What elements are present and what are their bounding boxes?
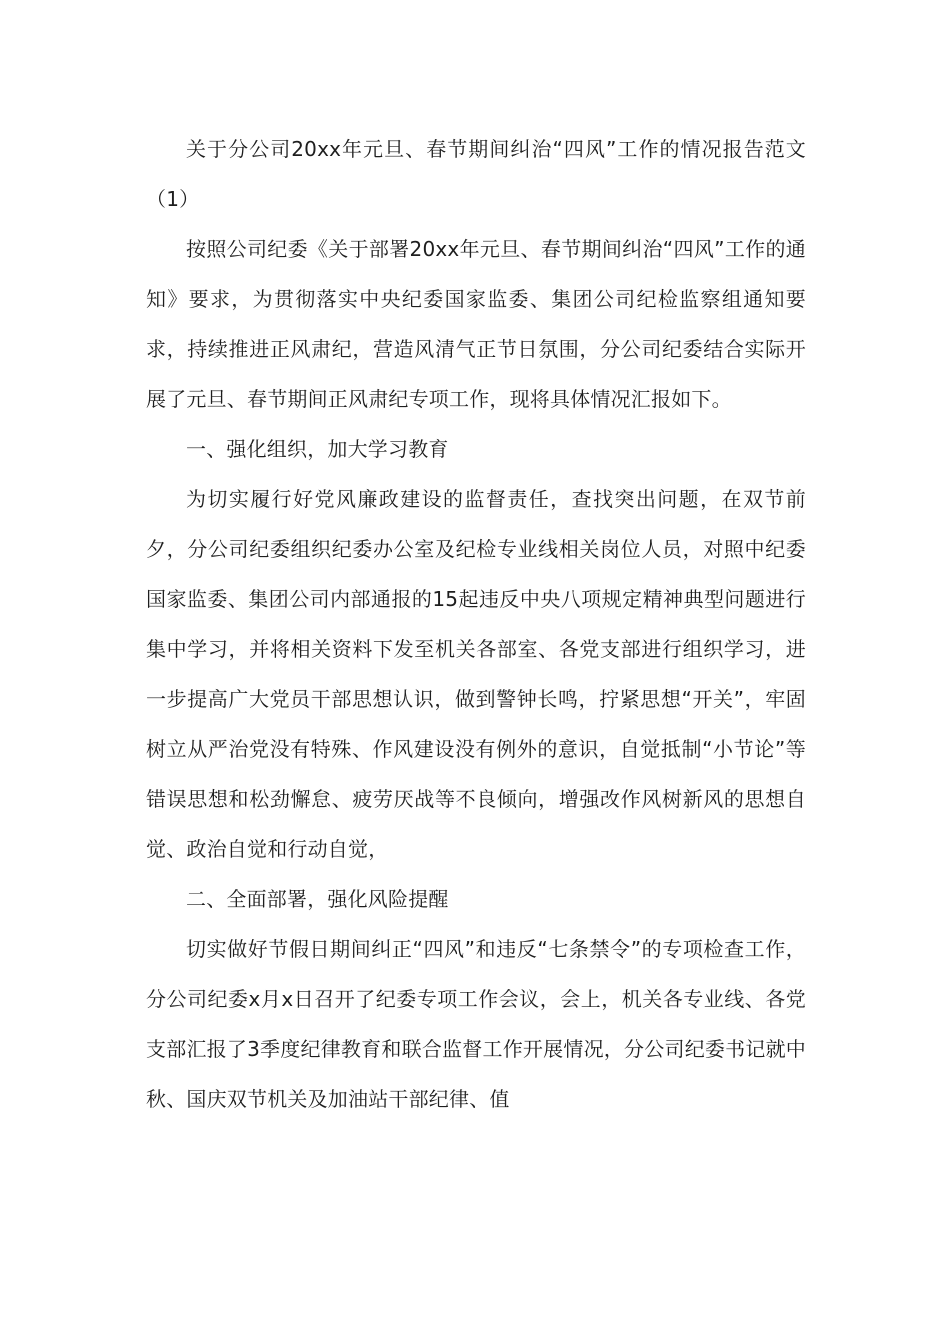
document-body bbox=[146, 124, 806, 1124]
document-title: 关于分公司20xx年元旦、春节期间纠治“四风”工作的情况报告范文（1） bbox=[146, 137, 806, 211]
section-2-heading: 二、全面部署，强化风险提醒 bbox=[186, 887, 449, 911]
section-2-paragraph: 切实做好节假日期间纠正“四风”和违反“七条禁令”的专项检查工作，分公司纪委x月x日召开了纪委专项工作会议，会上，机关各专业线、各党支部汇报了3季度纪律教育和联合监督工作开展情况，分公司纪委书记就中秋、国庆双节机关及加油站干部纪律、值 bbox=[146, 937, 806, 1111]
intro-paragraph: 按照公司纪委《关于部署20xx年元旦、春节期间纠治“四风”工作的通知》要求，为贯彻落实中央纪委国家监委、集团公司纪检监察组通知要求，持续推进正风肃纪，营造风清气正节日氛围，分公司纪委结合实际开展了元旦、春节期间正风肃纪专项工作，现将具体情况汇报如下。 bbox=[146, 237, 806, 411]
section-1-paragraph: 为切实履行好党风廉政建设的监督责任，查找突出问题，在双节前夕，分公司纪委组织纪委办公室及纪检专业线相关岗位人员，对照中纪委国家监委、集团公司内部通报的15起违反中央八项规定精神典型问题进行集中学习，并将相关资料下发至机关各部室、各党支部进行组织学习，进一步提高广大党员干部思想认识，做到警钟长鸣，拧紧思想“开关”，牢固树立从严治党没有特殊、作风建设没有例外的意识，自觉抵制“小节论”等错误思想和松劲懈怠、疲劳厌战等不良倾向，增强改作风树新风的思想自觉、政治自觉和行动自觉， bbox=[146, 487, 806, 861]
section-1-heading: 一、强化组织，加大学习教育 bbox=[186, 437, 449, 461]
